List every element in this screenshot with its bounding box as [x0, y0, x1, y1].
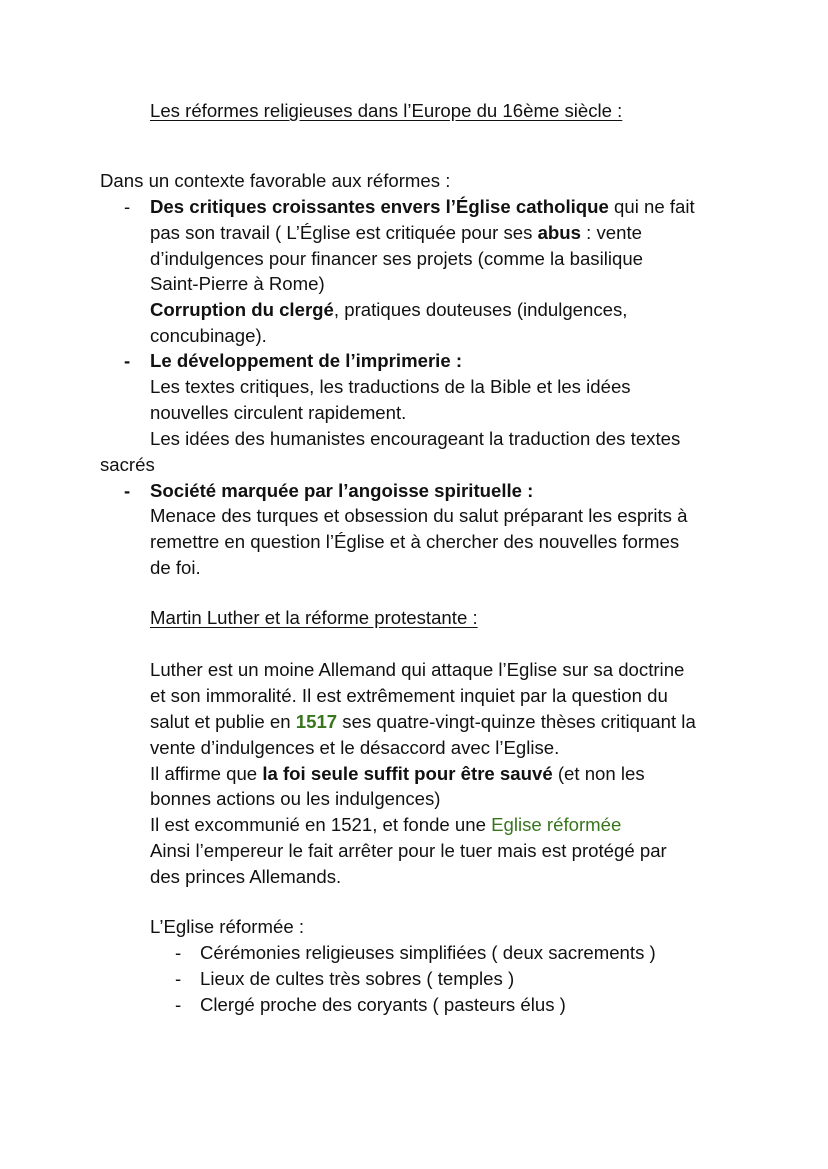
luther-line-8: Ainsi l’empereur le fait arrêter pour le tuer mais est protégé par [150, 840, 667, 861]
bullet-1-line-1 [150, 194, 695, 220]
page-title: Les réformes religieuses dans l’Europe du 16ème siècle : [150, 100, 623, 121]
bullet-2-line-2: nouvelles circulent rapidement. [150, 402, 407, 423]
luther-line-3 [150, 709, 696, 735]
bullet-marker: - [175, 968, 182, 989]
luther-line-5 [150, 761, 645, 787]
bullet-marker: - [175, 942, 182, 963]
luther-text: salut et publie en [150, 711, 296, 732]
bullet-1-line-6: concubinage). [150, 325, 267, 346]
bullet-1-text: pas son travail ( L’Église est critiquée pour ses [150, 222, 538, 243]
bullet-marker: - [124, 196, 131, 217]
bullet-2-line-4: sacrés [100, 454, 155, 475]
bullet-1-line-5 [150, 297, 627, 323]
bullet-1-text: , pratiques douteuses (indulgences, [333, 299, 628, 320]
bullet-2-line-1: Les textes critiques, les traductions de la Bible et les idées [150, 376, 631, 397]
bold-term: Corruption du clergé [150, 299, 334, 320]
bullet-1-text: qui ne fait [608, 196, 695, 217]
luther-line-9: des princes Allemands. [150, 866, 342, 887]
luther-text: (et non les [552, 763, 645, 784]
luther-line-4: vente d’indulgences et le désaccord avec l’Eglise. [150, 737, 560, 758]
bullet-1-text: : vente [580, 222, 642, 243]
bullet-marker: - [124, 350, 131, 371]
luther-line-6: bonnes actions ou les indulgences) [150, 788, 441, 809]
bullet-2-heading: Le développement de l’imprimerie : [150, 350, 463, 371]
luther-text: Il affirme que [150, 763, 263, 784]
bullet-marker: - [124, 480, 131, 501]
bold-term: abus [537, 222, 581, 243]
luther-line-2: et son immoralité. Il est extrêmement inquiet par la question du [150, 685, 668, 706]
bullet-1-line-2 [150, 220, 642, 246]
luther-line-1: Luther est un moine Allemand qui attaque l’Eglise sur sa doctrine [150, 659, 685, 680]
bullet-3-line-1: Menace des turques et obsession du salut préparant les esprits à [150, 505, 688, 526]
bold-term: la foi seule suffit pour être sauvé [262, 763, 553, 784]
bullet-1-line-4: Saint-Pierre à Rome) [150, 273, 325, 294]
bullet-marker: - [175, 994, 182, 1015]
section-heading-reformed-church: L’Eglise réformée : [150, 916, 304, 937]
bullet-3-line-2: remettre en question l’Église et à chercher des nouvelles formes [150, 531, 680, 552]
highlight-year: 1517 [295, 711, 338, 732]
green-term: Eglise réformée [491, 814, 622, 835]
list-item: Lieux de cultes très sobres ( temples ) [200, 968, 515, 989]
bullet-1-heading: Des critiques croissantes envers l’Église catholique [150, 196, 609, 217]
luther-line-7 [150, 812, 621, 838]
luther-text: Il est excommunié en 1521, et fonde une [150, 814, 492, 835]
intro-text: Dans un contexte favorable aux réformes : [100, 170, 451, 191]
luther-text: ses quatre-vingt-quinze thèses critiquant la [337, 711, 696, 732]
section-heading-luther: Martin Luther et la réforme protestante : [150, 607, 478, 628]
list-item: Clergé proche des coryants ( pasteurs élus ) [200, 994, 566, 1015]
list-item: Cérémonies religieuses simplifiées ( deux sacrements ) [200, 942, 656, 963]
bullet-3-line-3: de foi. [150, 557, 201, 578]
bullet-3-heading: Société marquée par l’angoisse spirituelle : [150, 480, 534, 501]
bullet-2-line-3: Les idées des humanistes encourageant la traduction des textes [150, 428, 681, 449]
bullet-1-line-3: d’indulgences pour financer ses projets (comme la basilique [150, 248, 643, 269]
